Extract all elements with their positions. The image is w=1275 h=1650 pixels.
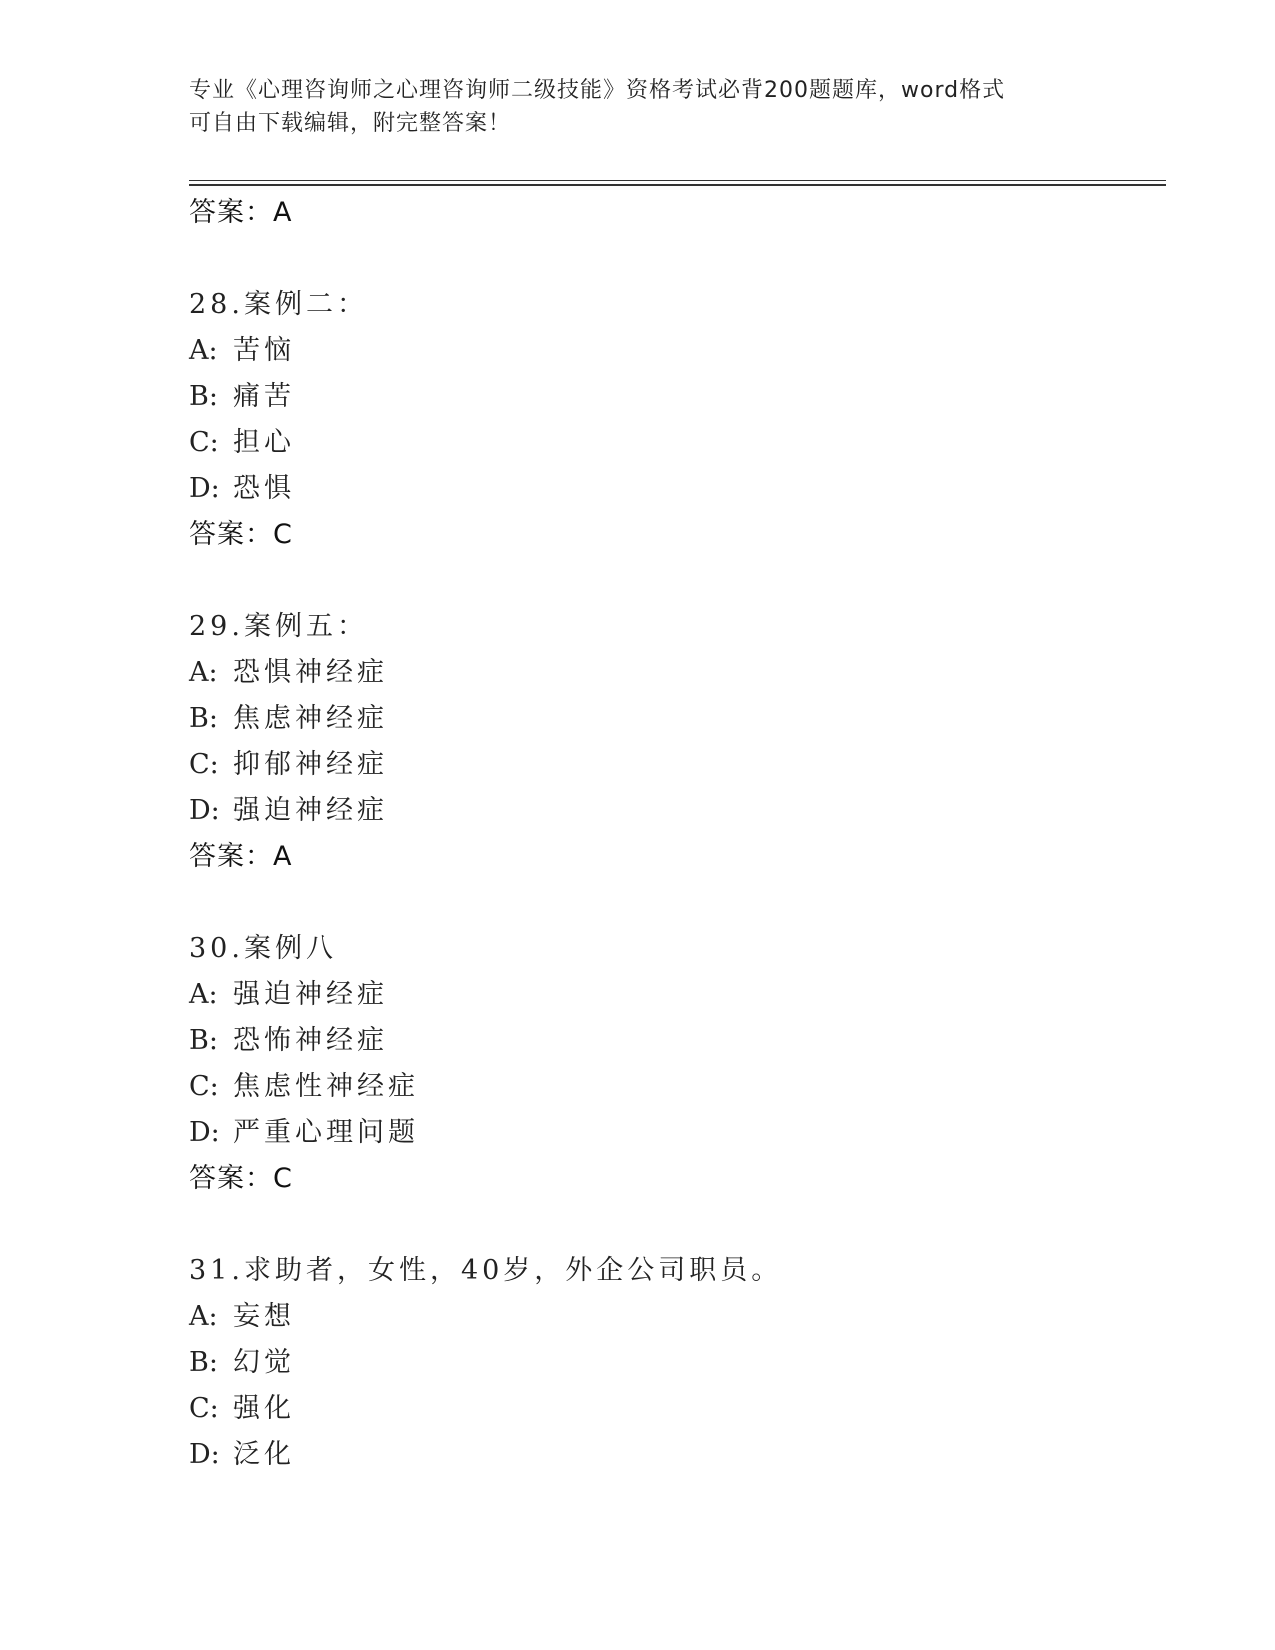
option-text: 焦虑性神经症 — [233, 1071, 419, 1102]
question-29 — [189, 604, 1166, 880]
header-divider-thin — [189, 180, 1166, 181]
option-letter: C: — [189, 427, 219, 458]
option-letter: B: — [189, 1025, 218, 1056]
question-28 — [189, 282, 1166, 558]
option-a — [189, 650, 1166, 696]
option-d — [189, 788, 1166, 834]
option-a — [189, 1294, 1166, 1340]
option-letter: C: — [189, 749, 219, 780]
option-text: 痛苦 — [233, 381, 295, 412]
option-c — [189, 1064, 1166, 1110]
document-body — [189, 190, 1166, 1478]
question-30 — [189, 926, 1166, 1202]
option-text: 强迫神经症 — [233, 979, 388, 1010]
option-letter: B: — [189, 381, 218, 412]
option-letter: A: — [189, 335, 218, 366]
option-text: 恐惧神经症 — [233, 657, 388, 688]
option-b — [189, 374, 1166, 420]
answer-line: 答案：C — [189, 1163, 293, 1194]
answer-line: 答案：A — [189, 197, 293, 228]
option-d — [189, 466, 1166, 512]
option-text: 强迫神经症 — [233, 795, 388, 826]
page-header — [189, 74, 1089, 140]
option-letter: B: — [189, 1347, 218, 1378]
question-title: 29.案例五： — [189, 611, 368, 642]
question-31 — [189, 1248, 1166, 1478]
option-letter: D: — [189, 473, 220, 504]
option-b — [189, 696, 1166, 742]
option-letter: A: — [189, 1301, 218, 1332]
answer-line: 答案：C — [189, 519, 293, 550]
option-letter: D: — [189, 795, 220, 826]
option-text: 担心 — [233, 427, 295, 458]
option-text: 焦虑神经症 — [233, 703, 388, 734]
option-text: 恐怖神经症 — [233, 1025, 388, 1056]
option-text: 泛化 — [233, 1439, 295, 1470]
header-divider-thick — [189, 184, 1166, 186]
option-b — [189, 1340, 1166, 1386]
option-text: 强化 — [233, 1393, 295, 1424]
option-text: 妄想 — [233, 1301, 295, 1332]
option-text: 严重心理问题 — [233, 1117, 419, 1148]
option-letter: C: — [189, 1071, 219, 1102]
option-c — [189, 742, 1166, 788]
question-title: 30.案例八 — [189, 933, 337, 964]
option-text: 恐惧 — [233, 473, 295, 504]
option-c — [189, 1386, 1166, 1432]
option-b — [189, 1018, 1166, 1064]
option-letter: A: — [189, 657, 218, 688]
answer-line: 答案：A — [189, 841, 293, 872]
option-text: 苦恼 — [233, 335, 295, 366]
option-letter: B: — [189, 703, 218, 734]
option-d — [189, 1110, 1166, 1156]
question-title: 28.案例二： — [189, 289, 368, 320]
option-letter: C: — [189, 1393, 219, 1424]
option-a — [189, 972, 1166, 1018]
option-letter: D: — [189, 1117, 220, 1148]
option-a — [189, 328, 1166, 374]
header-line-1: 专业《心理咨询师之心理咨询师二级技能》资格考试必背200题题库，word格式 — [189, 78, 1006, 103]
question-title: 31.求助者，女性，40岁，外企公司职员。 — [189, 1255, 783, 1286]
header-line-2: 可自由下载编辑，附完整答案！ — [189, 111, 512, 136]
option-c — [189, 420, 1166, 466]
option-d — [189, 1432, 1166, 1478]
option-letter: A: — [189, 979, 218, 1010]
option-text: 幻觉 — [233, 1347, 295, 1378]
option-letter: D: — [189, 1439, 220, 1470]
option-text: 抑郁神经症 — [233, 749, 388, 780]
